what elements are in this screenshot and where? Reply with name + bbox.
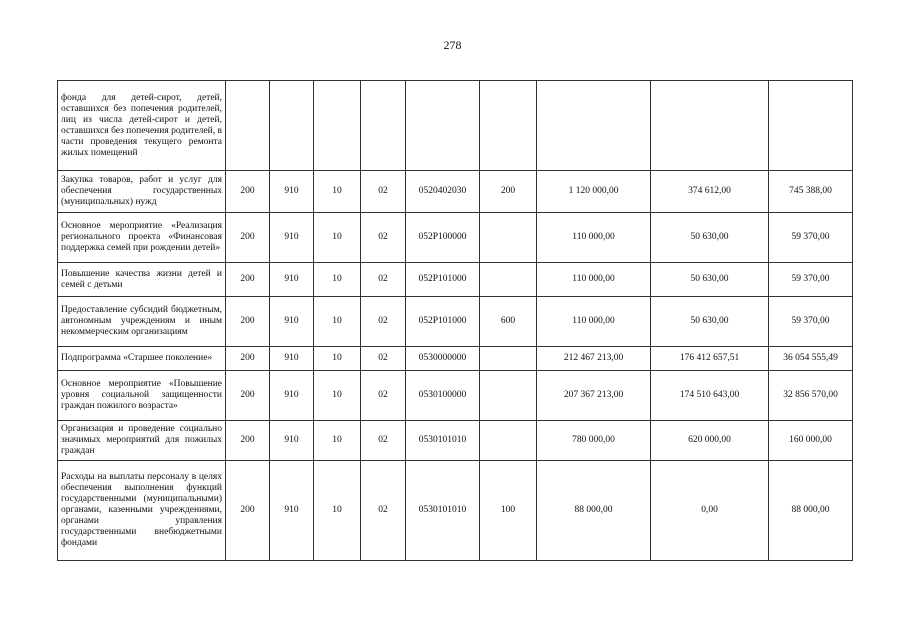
cell-amount-plan: 110 000,00 <box>537 263 651 297</box>
cell-amount-executed: 174 510 643,00 <box>651 371 769 421</box>
cell-amount-remaining: 160 000,00 <box>769 421 853 461</box>
page-number: 278 <box>443 38 462 52</box>
table-row <box>58 297 853 347</box>
cell-amount-remaining: 745 388,00 <box>769 171 853 213</box>
cell-section <box>314 81 361 171</box>
cell-subsection: 02 <box>361 347 406 371</box>
cell-amount-executed: 50 630,00 <box>651 213 769 263</box>
cell-section: 10 <box>314 297 361 347</box>
table-row <box>58 213 853 263</box>
cell-amount-remaining: 59 370,00 <box>769 213 853 263</box>
cell-amount-remaining: 59 370,00 <box>769 263 853 297</box>
cell-section: 10 <box>314 347 361 371</box>
row-description: Расходы на выплаты персоналу в целях обеспечения выполнения функций государственными (муниципальными) органами, казенными учреждениями, органами управления государственными внебюджетными фондами <box>58 461 226 561</box>
cell-code: 910 <box>270 347 314 371</box>
cell-ved: 200 <box>226 213 270 263</box>
cell-amount-plan: 88 000,00 <box>537 461 651 561</box>
cell-amount-plan: 780 000,00 <box>537 421 651 461</box>
cell-target-article <box>406 81 480 171</box>
cell-amount-executed: 0,00 <box>651 461 769 561</box>
cell-subsection: 02 <box>361 371 406 421</box>
cell-ved <box>226 81 270 171</box>
row-description: Повышение качества жизни детей и семей с детьми <box>58 263 226 297</box>
cell-amount-executed <box>651 81 769 171</box>
cell-ved: 200 <box>226 263 270 297</box>
cell-amount-remaining: 32 856 570,00 <box>769 371 853 421</box>
cell-code: 910 <box>270 171 314 213</box>
cell-expense-type <box>480 81 537 171</box>
cell-target-article: 0520402030 <box>406 171 480 213</box>
cell-amount-remaining: 88 000,00 <box>769 461 853 561</box>
cell-ved: 200 <box>226 371 270 421</box>
cell-amount-plan: 207 367 213,00 <box>537 371 651 421</box>
cell-amount-executed: 50 630,00 <box>651 297 769 347</box>
cell-ved: 200 <box>226 347 270 371</box>
row-description: Организация и проведение социально значимых мероприятий для пожилых граждан <box>58 421 226 461</box>
budget-table <box>57 80 853 561</box>
cell-section: 10 <box>314 461 361 561</box>
cell-amount-executed: 620 000,00 <box>651 421 769 461</box>
cell-code: 910 <box>270 371 314 421</box>
cell-code: 910 <box>270 297 314 347</box>
cell-target-article: 052P100000 <box>406 213 480 263</box>
cell-expense-type <box>480 347 537 371</box>
cell-target-article: 0530100000 <box>406 371 480 421</box>
cell-expense-type <box>480 213 537 263</box>
cell-ved: 200 <box>226 421 270 461</box>
row-description: Основное мероприятие «Реализация регионального проекта «Финансовая поддержка семей при рождении детей» <box>58 213 226 263</box>
cell-amount-plan <box>537 81 651 171</box>
cell-target-article: 0530101010 <box>406 461 480 561</box>
table-row <box>58 347 853 371</box>
cell-target-article: 0530101010 <box>406 421 480 461</box>
cell-section: 10 <box>314 371 361 421</box>
cell-code: 910 <box>270 263 314 297</box>
cell-amount-plan: 110 000,00 <box>537 213 651 263</box>
cell-target-article: 052P101000 <box>406 263 480 297</box>
cell-ved: 200 <box>226 297 270 347</box>
cell-subsection: 02 <box>361 171 406 213</box>
cell-ved: 200 <box>226 461 270 561</box>
table-row <box>58 461 853 561</box>
cell-code: 910 <box>270 461 314 561</box>
cell-section: 10 <box>314 421 361 461</box>
cell-expense-type: 600 <box>480 297 537 347</box>
row-description: Закупка товаров, работ и услуг для обеспечения государственных (муниципальных) нужд <box>58 171 226 213</box>
cell-subsection: 02 <box>361 263 406 297</box>
cell-ved: 200 <box>226 171 270 213</box>
cell-section: 10 <box>314 263 361 297</box>
cell-code: 910 <box>270 421 314 461</box>
cell-amount-plan: 212 467 213,00 <box>537 347 651 371</box>
row-description: Основное мероприятие «Повышение уровня социальной защищенности граждан пожилого возраста» <box>58 371 226 421</box>
cell-target-article: 052P101000 <box>406 297 480 347</box>
cell-amount-plan: 110 000,00 <box>537 297 651 347</box>
cell-section: 10 <box>314 213 361 263</box>
table-row <box>58 171 853 213</box>
cell-amount-executed: 374 612,00 <box>651 171 769 213</box>
table-row <box>58 371 853 421</box>
row-description: фонда для детей-сирот, детей, оставшихся без попечения родителей, лиц из числа детей-сирот и детей, оставшихся без попечения родителей, в части проведения текущего ремонта жилых помещений <box>58 81 226 171</box>
table-row <box>58 81 853 171</box>
cell-amount-remaining: 59 370,00 <box>769 297 853 347</box>
cell-subsection: 02 <box>361 297 406 347</box>
cell-subsection: 02 <box>361 421 406 461</box>
cell-target-article: 0530000000 <box>406 347 480 371</box>
cell-subsection: 02 <box>361 213 406 263</box>
cell-amount-remaining <box>769 81 853 171</box>
table-row <box>58 421 853 461</box>
cell-subsection <box>361 81 406 171</box>
cell-amount-executed: 176 412 657,51 <box>651 347 769 371</box>
cell-expense-type: 100 <box>480 461 537 561</box>
cell-amount-remaining: 36 054 555,49 <box>769 347 853 371</box>
cell-expense-type <box>480 263 537 297</box>
cell-expense-type <box>480 371 537 421</box>
cell-code <box>270 81 314 171</box>
row-description: Предоставление субсидий бюджетным, автономным учреждениям и иным некоммерческим организациям <box>58 297 226 347</box>
cell-amount-plan: 1 120 000,00 <box>537 171 651 213</box>
cell-section: 10 <box>314 171 361 213</box>
row-description: Подпрограмма «Старшее поколение» <box>58 347 226 371</box>
cell-subsection: 02 <box>361 461 406 561</box>
cell-expense-type: 200 <box>480 171 537 213</box>
cell-code: 910 <box>270 213 314 263</box>
cell-expense-type <box>480 421 537 461</box>
cell-amount-executed: 50 630,00 <box>651 263 769 297</box>
table-row <box>58 263 853 297</box>
